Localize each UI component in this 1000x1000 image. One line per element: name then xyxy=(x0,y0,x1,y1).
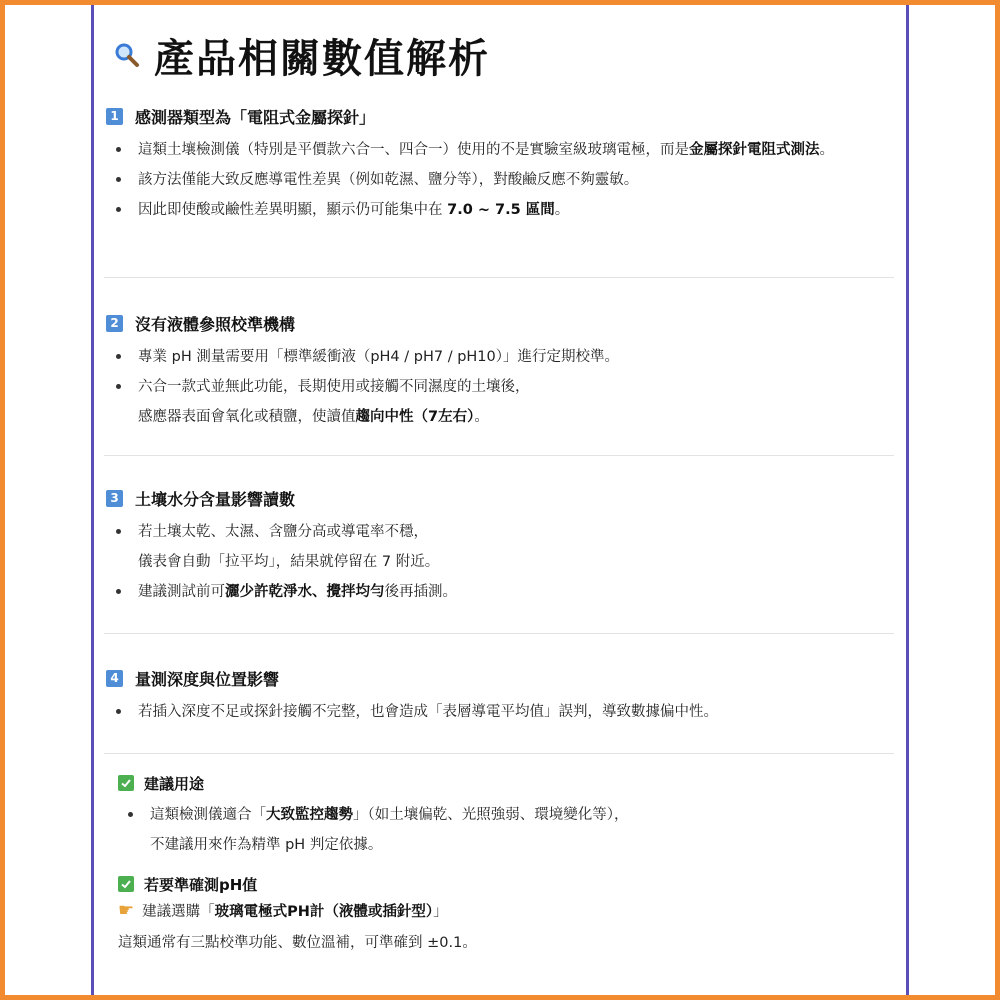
number-badge-icon: 2 xyxy=(106,315,123,332)
list-item: 這類土壤檢測儀（特別是平價款六合一、四合一）使用的不是實驗室級玻璃電極，而是金屬探針電阻式測法。 xyxy=(106,135,896,165)
usage-list xyxy=(118,800,908,860)
section-2-title: 沒有液體參照校準機構 xyxy=(135,314,296,334)
accurate-ph-header xyxy=(118,871,908,897)
usage-section xyxy=(118,770,908,860)
number-badge-icon: 4 xyxy=(106,670,123,687)
section-2-header xyxy=(106,310,896,336)
divider xyxy=(104,633,894,634)
section-4-list xyxy=(106,697,896,727)
list-item: 六合一款式並無此功能，長期使用或接觸不同濕度的土壤後， 感應器表面會氧化或積鹽，使讀值趨向中性（7左右）。 xyxy=(106,372,896,432)
pointing-hand-icon: ☛ xyxy=(118,900,135,921)
section-3 xyxy=(106,485,896,607)
section-3-title: 土壤水分含量影響讀數 xyxy=(135,489,296,509)
section-1-list xyxy=(106,135,896,225)
divider xyxy=(104,455,894,456)
section-1 xyxy=(106,103,896,225)
section-4-header xyxy=(106,665,896,691)
section-1-header xyxy=(106,103,896,129)
list-item: 因此即使酸或鹼性差異明顯，顯示仍可能集中在 7.0 ~ 7.5 區間。 xyxy=(106,195,896,225)
list-item: 若土壤太乾、太濕、含鹽分高或導電率不穩， 儀表會自動「拉平均」，結果就停留在 7 附近。 xyxy=(106,517,896,577)
list-item: 這類檢測儀適合「大致監控趨勢」（如土壤偏乾、光照強弱、環境變化等）， 不建議用來作為精準 pH 判定依據。 xyxy=(118,800,908,860)
checkmark-icon xyxy=(118,775,134,791)
number-badge-icon: 3 xyxy=(106,490,123,507)
page-title-text: 產品相關數值解析 xyxy=(154,35,490,82)
section-2 xyxy=(106,310,896,432)
accurate-ph-section xyxy=(118,871,908,926)
number-badge-icon: 1 xyxy=(106,108,123,125)
divider xyxy=(104,753,894,754)
magnifier-icon xyxy=(114,42,140,68)
checkmark-icon xyxy=(118,876,134,892)
list-item: 該方法僅能大致反應導電性差異（例如乾濕、鹽分等），對酸鹼反應不夠靈敏。 xyxy=(106,165,896,195)
list-item: 若插入深度不足或探針接觸不完整，也會造成「表層導電平均值」誤判，導致數據偏中性。 xyxy=(106,697,896,727)
section-4-title: 量測深度與位置影響 xyxy=(135,669,280,689)
list-item: 建議測試前可灑少許乾淨水、攪拌均勻後再插測。 xyxy=(106,577,896,607)
calibration-note: 這類通常有三點校準功能、數位溫補，可準確到 ±0.1。 xyxy=(118,935,477,951)
page-title xyxy=(114,25,490,85)
section-1-title: 感測器類型為「電阻式金屬探針」 xyxy=(135,107,376,127)
usage-title: 建議用途 xyxy=(144,774,205,793)
divider xyxy=(104,277,894,278)
section-3-list xyxy=(106,517,896,607)
section-2-list xyxy=(106,342,896,432)
accurate-ph-title: 若要準確測pH值 xyxy=(144,875,258,894)
usage-header xyxy=(118,770,908,796)
section-3-header xyxy=(106,485,896,511)
list-item: 專業 pH 測量需要用「標準緩衝液（pH4 / pH7 / pH10）」進行定期校準。 xyxy=(106,342,896,372)
section-4 xyxy=(106,665,896,727)
recommend-line: ☛ 建議選購「玻璃電極式PH計（液體或插針型）」 xyxy=(118,900,448,921)
document-page xyxy=(94,5,906,995)
